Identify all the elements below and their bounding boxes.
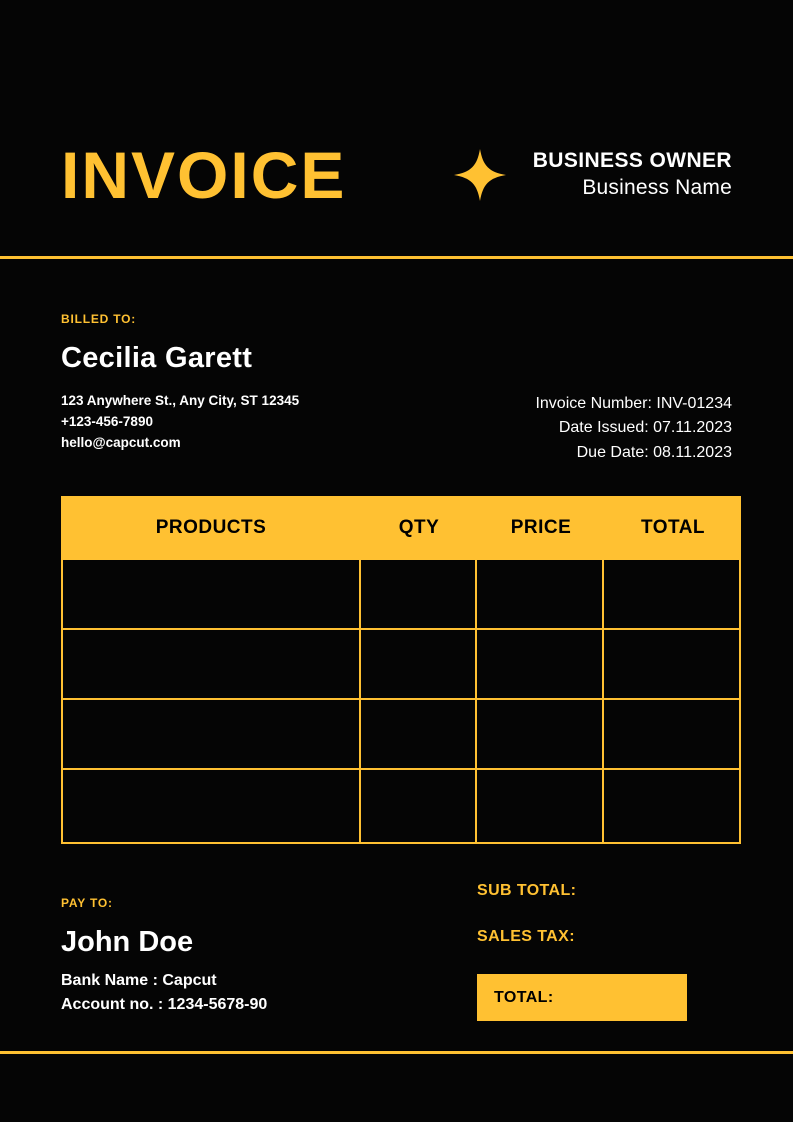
billed-to-section [61,312,481,454]
divider-bottom [0,1051,793,1054]
cell-total[interactable] [604,700,739,768]
client-phone: +123-456-7890 [61,413,153,429]
table-header-row [61,496,741,560]
column-header-products: PRODUCTS [155,517,267,538]
line-items-table [61,496,741,844]
cell-qty[interactable] [361,630,476,698]
table-row [63,770,739,842]
client-email: hello@capcut.com [61,434,181,450]
table-row [63,630,739,700]
sparkle-icon [453,148,507,202]
column-header-total: TOTAL [640,517,706,538]
cell-qty[interactable] [361,560,476,628]
column-header-price: PRICE [510,517,572,538]
cell-price[interactable] [477,560,604,628]
payee-details [61,969,461,1016]
page-title: INVOICE [61,138,347,212]
pay-to-section [61,896,461,1016]
bank-name: Bank Name : Capcut [61,972,217,989]
column-header-qty: QTY [398,517,440,538]
client-address: 123 Anywhere St., Any City, ST 12345 [61,393,300,408]
client-name: Cecilia Garett [61,342,253,374]
cell-total[interactable] [604,630,739,698]
total-label: TOTAL: [494,988,554,1006]
table-body [61,560,741,844]
pay-to-label: PAY TO: [61,896,113,910]
header-owner-block [453,148,732,203]
cell-qty[interactable] [361,770,476,842]
table-row [63,560,739,630]
total-box [477,974,687,1021]
cell-product[interactable] [63,770,361,842]
cell-total[interactable] [604,560,739,628]
account-number: Account no. : 1234-5678-90 [61,995,268,1013]
header [61,130,732,220]
date-issued: Date Issued: 07.11.2023 [558,419,732,437]
cell-price[interactable] [477,770,604,842]
business-name: Business Name [582,175,732,199]
owner-title: BUSINESS OWNER [532,148,732,172]
sub-total-label: SUB TOTAL: [477,882,577,899]
due-date: Due Date: 08.11.2023 [576,443,732,461]
cell-price[interactable] [477,700,604,768]
totals-section [477,882,687,1021]
cell-total[interactable] [604,770,739,842]
cell-product[interactable] [63,700,361,768]
cell-product[interactable] [63,560,361,628]
invoice-meta [535,392,732,465]
invoice-number: Invoice Number: INV-01234 [535,395,732,412]
payee-name: John Doe [61,926,194,958]
sales-tax-label: SALES TAX: [477,928,575,945]
divider-top [0,256,793,259]
client-details [61,391,481,454]
cell-qty[interactable] [361,700,476,768]
cell-price[interactable] [477,630,604,698]
table-row [63,700,739,770]
billed-to-label: BILLED TO: [61,312,137,326]
owner-text [533,148,732,203]
cell-product[interactable] [63,630,361,698]
